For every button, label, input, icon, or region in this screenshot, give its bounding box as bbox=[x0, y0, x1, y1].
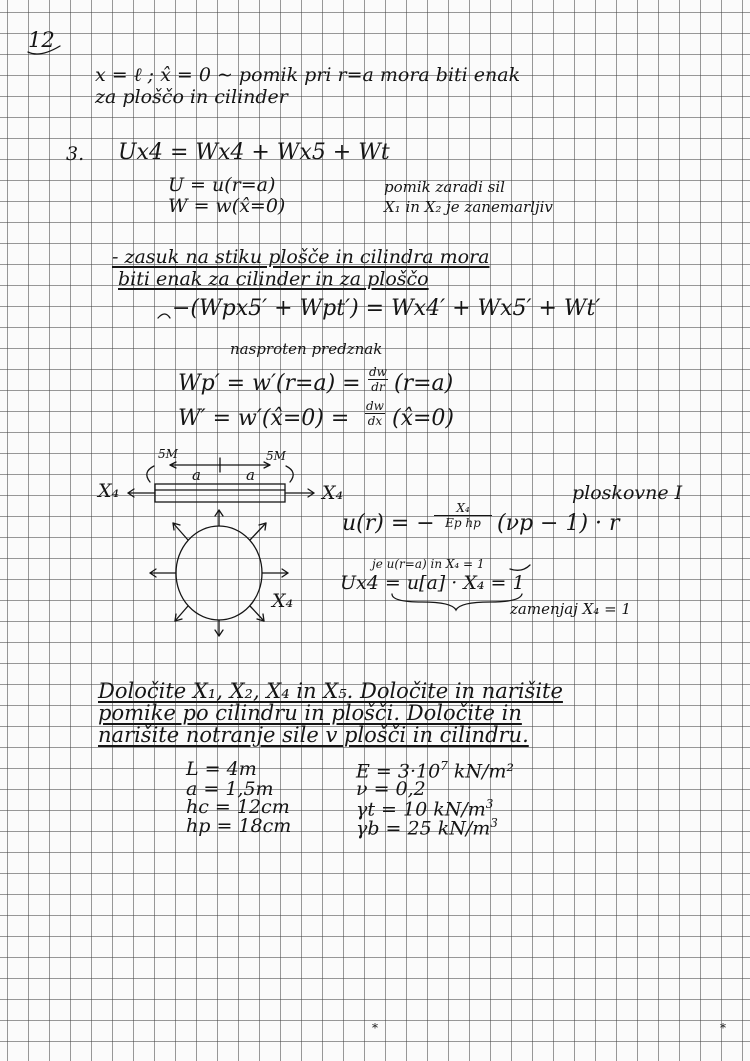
plate-fraction-numerator: X₄ bbox=[434, 502, 492, 516]
force-left-label: X₄ bbox=[98, 480, 120, 502]
param-concrete-weight bbox=[356, 817, 498, 838]
w-prime-derivative-numerator: dw bbox=[366, 399, 384, 413]
param-length: L = 4m bbox=[186, 758, 257, 780]
w-prime-argument: (x̂=0) bbox=[392, 406, 455, 431]
task-line1: Določite X₁, X₂, X₄ in X₅. Določite in narišite bbox=[98, 679, 563, 703]
plate-fraction bbox=[434, 502, 492, 529]
param-poisson-text: ν = 0,2 bbox=[356, 778, 426, 800]
param-radius: a = 1,5m bbox=[186, 778, 274, 800]
unit-equation: Ux4 = u[a] · X₄ = 1 bbox=[340, 572, 525, 594]
plate-displacement: u(r) = − bbox=[342, 511, 435, 536]
param-plate-thickness: hp = 18cm bbox=[186, 815, 292, 837]
section1-line1: x = ℓ ; x̂ = 0 ~ pomik pri r=a mora biti enak bbox=[95, 64, 521, 86]
u-definition: U = u(r=a) bbox=[168, 174, 276, 196]
note-line1: pomik zaradi sil bbox=[384, 178, 505, 196]
section3-number: 3. bbox=[66, 143, 85, 165]
param-cylinder-thickness: hc = 12cm bbox=[186, 796, 290, 818]
plate-factor: (νp − 1) · r bbox=[497, 511, 620, 536]
wp-derivative-numerator: dw bbox=[369, 365, 387, 379]
w-prime-derivative bbox=[365, 400, 385, 427]
wp-derivative bbox=[368, 366, 388, 393]
circle-force-label: X₄ bbox=[272, 590, 294, 612]
param-modulus-exponent: 7 bbox=[440, 759, 448, 773]
plate-sketch bbox=[155, 484, 285, 502]
margin-mark-left: * bbox=[372, 1021, 378, 1035]
circle-sketch bbox=[176, 526, 262, 620]
param-poisson bbox=[356, 780, 426, 799]
rotation-note-line2: biti enak za cilinder in za ploščo bbox=[118, 268, 429, 290]
energy-equation: Ux4 = Wx4 + Wx5 + Wt bbox=[118, 140, 390, 165]
rotation-note-line1: - zasuk na stiku plošče in cilindra mora bbox=[112, 246, 490, 268]
wp-definition: Wp′ = w′(r=a) = bbox=[178, 371, 361, 396]
param-soil-weight-text: γt = 10 kN/m bbox=[356, 798, 486, 821]
unit-small-note: je u(r=a) in X₄ = 1 bbox=[372, 557, 485, 571]
case-label: ploskovne I bbox=[572, 482, 683, 504]
force-right-label: X₄ bbox=[322, 482, 344, 504]
param-modulus-unit: kN/m² bbox=[447, 760, 515, 783]
task-line2: pomike po cilindru in plošči. Določite in bbox=[98, 701, 522, 725]
task-line3: narišite notranje sile v plošči in cilindru. bbox=[98, 723, 529, 747]
section1-line2: za ploščo in cilinder bbox=[95, 86, 288, 108]
w-prime-definition: W′ = w′(x̂=0) = bbox=[178, 406, 350, 431]
left-moment-label: 5M bbox=[158, 447, 178, 461]
param-concrete-weight-exponent: 3 bbox=[490, 816, 498, 830]
wp-argument: (r=a) bbox=[394, 371, 454, 396]
right-moment-label: 5M bbox=[266, 449, 286, 463]
param-concrete-weight-text: γb = 25 kN/m bbox=[356, 817, 491, 840]
dimension-left-label: a bbox=[192, 466, 201, 484]
param-modulus-text: E = 3·10 bbox=[356, 760, 441, 783]
rotation-equation: −(Wpx5′ + Wpt′) = Wx4′ + Wx5′ + Wt′ bbox=[172, 296, 601, 321]
param-soil-weight-exponent: 3 bbox=[485, 797, 494, 811]
note-line2: X₁ in X₂ je zanemarljiv bbox=[384, 198, 553, 216]
plate-fraction-denominator: Ep hp bbox=[445, 516, 481, 530]
margin-mark-right: * bbox=[720, 1021, 726, 1035]
wp-derivative-denominator: dr bbox=[371, 380, 385, 394]
w-prime-derivative-denominator: dx bbox=[367, 414, 383, 428]
replace-note: zamenjaj X₄ = 1 bbox=[510, 600, 631, 618]
w-definition: W = w(x̂=0) bbox=[168, 195, 286, 217]
sign-note: nasproten predznak bbox=[230, 340, 383, 358]
page-number: 12 bbox=[28, 28, 55, 52]
dimension-right-label: a bbox=[246, 466, 255, 484]
